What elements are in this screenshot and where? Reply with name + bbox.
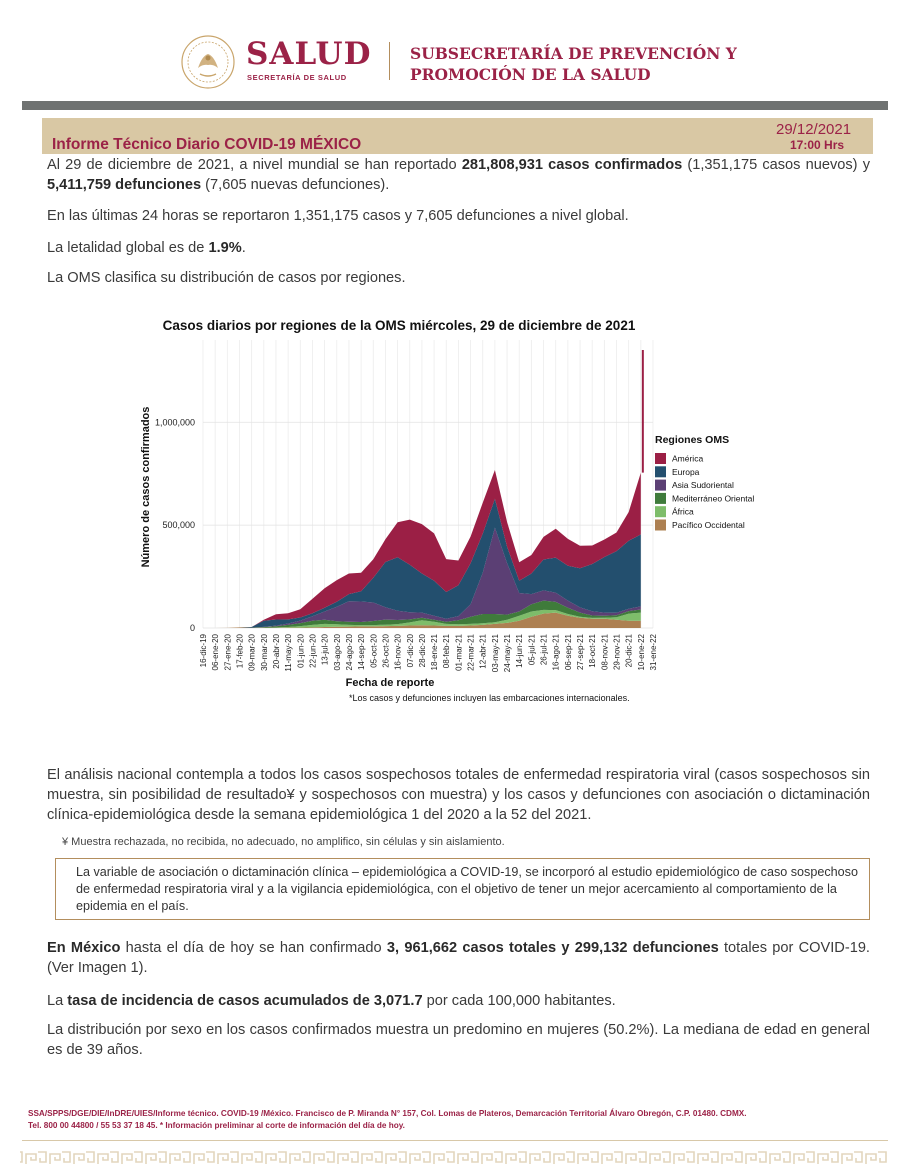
legend-label: Pacífico Occidental [672,520,745,530]
x-tick-label: 11-may-20 [284,634,294,672]
subsecretaria-line1: SUBSECRETARÍA DE PREVENCIÓN Y [410,44,737,63]
x-tick-label: 07-dic-20 [405,634,415,668]
legend-swatch [655,453,666,464]
text-segment: . [241,240,246,256]
text-segment: (1,351,175 casos nuevos) y [682,157,870,173]
x-tick-label: 18-oct-21 [588,634,598,668]
x-tick-label: 27-sep-21 [576,634,586,671]
coat-of-arms-seal-icon [180,34,236,90]
x-tick-label: 22-jun-20 [308,634,318,668]
legend-swatch [655,506,666,517]
x-tick-label: 06-sep-21 [563,634,573,671]
report-title: Informe Técnico Diario COVID-19 MÉXICO [52,136,362,153]
x-tick-label: 08-feb-21 [442,634,452,669]
x-axis-ticks [199,633,658,672]
chart-title: Casos diarios por regiones de la OMS miércoles, 29 de diciembre de 2021 [162,318,636,333]
incidence-paragraph [47,991,870,1011]
note-box-text: La variable de asociación o dictaminación clínica – epidemiológica a COVID-19, se incorporó al estudio epidemiológico de caso sospechoso de enfermedad respiratoria viral y a la vigilancia epidemiológica, con el objetivo de tener un mejor acercamiento al comportamiento de la epidemia en el país. [76,865,858,913]
x-tick-label: 01-mar-21 [454,634,464,671]
brand-logo-text: SALUD [246,36,372,72]
x-tick-label: 14-sep-20 [357,634,367,671]
x-tick-label: 16-ago-21 [551,634,561,671]
x-tick-label: 05-jul-21 [527,634,537,666]
y-axis-label: Número de casos confirmados [140,406,152,568]
x-tick-label: 20-dic-21 [624,634,634,668]
sample-footnote: ¥ Muestra rechazada, no recibida, no adecuado, no amplifico, sin células y sin aislamiento. [62,836,505,848]
incidence-rate-value: tasa de incidencia de casos acumulados de 3,071.7 [67,993,423,1009]
x-tick-label: 24-may-21 [503,634,513,673]
y-tick-label: 1,000,000 [154,417,195,428]
header-divider [389,42,390,80]
legend-label: Asia Sudoriental [672,480,734,491]
x-tick-label: 29-nov-21 [612,634,622,671]
chart-note: *Los casos y defunciones incluyen las embarcaciones internacionales. [349,693,630,703]
x-tick-label: 06-ene-20 [211,634,221,671]
x-tick-label: 31-ene-22 [649,634,658,671]
x-tick-label: 08-nov-21 [600,634,610,671]
subsecretaria-title [410,43,810,85]
text-segment: por cada 100,000 habitantes. [422,993,616,1009]
subsecretaria-line2: PROMOCIÓN DE LA SALUD [410,65,651,84]
x-tick-label: 12-abr-21 [478,634,488,669]
brand-subtitle: SECRETARÍA DE SALUD [247,73,347,82]
x-tick-label: 26-jul-21 [539,634,549,666]
last-24h-paragraph: En las últimas 24 horas se reportaron 1,351,175 casos y 7,605 defunciones a nivel global. [47,208,629,224]
x-tick-label: 16-dic-19 [199,634,208,668]
footer-divider [22,1140,888,1141]
header-gray-bar [22,101,888,110]
legend-swatch [655,480,666,491]
x-axis-label: Fecha de reporte [345,677,435,689]
x-tick-label: 10-ene-22 [636,634,646,671]
national-analysis-paragraph: El análisis nacional contempla a todos los casos sospechosos totales de enfermedad respiratoria viral (casos sospechosos sin muestra, sin posibilidad de resultado¥ y sospechosos con muestra) y los casos y defunciones con asociación o dictaminación clínica-epidemiológica desde la semana epidemiológica 1 del 2020 a la 52 del 2021. [47,767,870,823]
x-tick-label: 28-dic-20 [417,634,427,668]
x-tick-label: 16-nov-20 [393,634,403,671]
mexico-summary-paragraph [47,938,870,978]
x-tick-label: 27-ene-20 [223,634,233,671]
sex-age-paragraph: La distribución por sexo en los casos confirmados muestra un predomino en mujeres (50.2%). La mediana de edad en general es de 39 años. [47,1022,870,1058]
x-tick-label: 20-abr-20 [271,634,281,669]
global-cases-value: 281,808,931 casos confirmados [461,157,683,173]
text-segment: (7,605 nuevas defunciones). [201,177,390,193]
legend-swatch [655,493,666,504]
footer-phone: Tel. 800 00 44800 / 55 53 37 18 45. * Información preliminar al corte de información del día de hoy. [28,1121,405,1130]
x-tick-label: 01-jun-20 [296,634,306,668]
chart-legend [655,453,754,531]
x-tick-label: 17-feb-20 [235,634,245,669]
report-date: 29/12/2021 [776,121,852,138]
y-axis-ticks [155,417,195,633]
y-tick-label: 500,000 [162,520,195,531]
who-regions-paragraph: La OMS clasifica su distribución de casos por regiones. [47,270,406,286]
legend-swatch [655,466,666,477]
text-segment: hasta el día de hoy se han confirmado [120,940,387,956]
x-tick-label: 18-ene-21 [430,634,440,671]
mexico-cases-deaths-value: 3, 961,662 casos totales y 299,132 defunciones [386,940,719,956]
legend-label: Europa [672,466,700,477]
footer-decorative-pattern [0,1148,908,1168]
text-segment: La letalidad global es de [47,240,209,256]
text-segment: En México [47,940,121,956]
legend-swatch [655,520,666,531]
x-tick-label: 22-mar-21 [466,634,476,671]
x-tick-label: 14-jun-21 [515,634,525,668]
x-tick-label: 03-ago-20 [332,634,342,671]
x-tick-label: 09-mar-20 [247,634,257,671]
x-tick-label: 03-may-21 [490,634,500,673]
legend-title: Regiones OMS [655,434,730,446]
global-summary-paragraph [47,155,870,195]
legend-label: Mediterráneo Oriental [672,493,755,504]
x-tick-label: 13-jul-20 [320,634,330,666]
x-tick-label: 26-oct-20 [381,634,391,668]
daily-cases-by-who-region-chart [133,312,773,710]
x-tick-label: 24-ago-20 [344,634,354,671]
text-segment: La [47,993,68,1009]
x-tick-label: 05-oct-20 [369,634,379,668]
text-segment: totales por COVID-19. (Ver Imagen 1). [47,940,870,976]
y-tick-label: 0 [189,623,195,633]
x-tick-label: 30-mar-20 [259,634,269,671]
legend-label: África [672,506,694,517]
lethality-paragraph [47,238,870,258]
global-deaths-value: 5,411,759 defunciones [47,177,202,193]
report-time: 17:00 Hrs [790,138,845,152]
footer-address: SSA/SPPS/DGE/DIE/InDRE/UIES/Informe técnico. COVID-19 /México. Francisco de P. Miranda N° 157, Col. Lomas de Plateros, Demarcación Territorial Álvaro Obregón, C.P. 01480. CDMX. [28,1109,747,1118]
lethality-value: 1.9% [208,240,242,256]
legend-label: América [672,453,704,464]
text-segment: Al 29 de diciembre de 2021, a nivel mundial se han reportado [47,157,462,173]
